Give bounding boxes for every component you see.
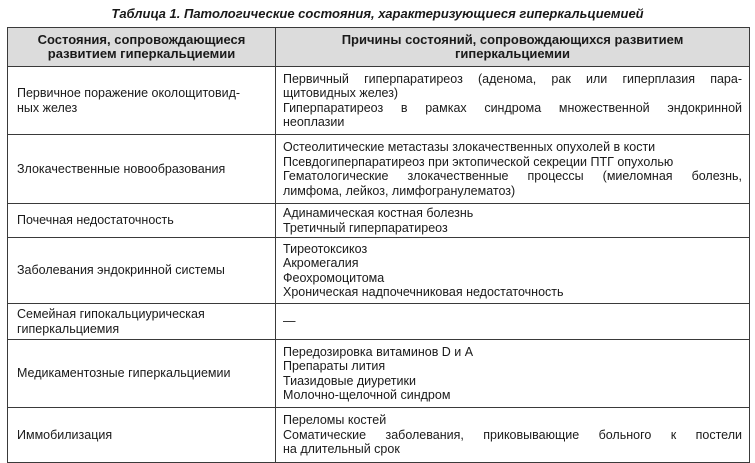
cause-line: Тиреотоксикоз: [283, 241, 368, 256]
cause-line: Третичный гиперпаратиреоз: [283, 220, 448, 235]
table-row: [8, 67, 750, 135]
header-conditions-line: развитием гиперкальциемии: [47, 46, 236, 61]
table-row: [8, 204, 750, 238]
table-row: [8, 408, 750, 463]
condition-line: Заболевания эндокринной системы: [17, 263, 225, 278]
cause-line: неоплазии: [283, 115, 345, 129]
condition-line: гиперкальциемия: [17, 321, 120, 336]
cause-line: Первичный гиперпаратиреоз (аденома, рак или гиперплазия пара-: [283, 71, 742, 86]
cause-line: —: [283, 314, 296, 329]
condition-line: Иммобилизация: [17, 427, 113, 442]
cause-line: Остеолитические метастазы злокачественных опухолей в кости: [283, 140, 656, 154]
condition-cell: [8, 204, 276, 238]
table-row: [8, 238, 750, 304]
cause-line: Гематологические злокачественные процессы (миеломная болезнь,: [283, 169, 742, 183]
condition-cell: [8, 67, 276, 135]
causes-cell: [276, 135, 750, 204]
header-causes: [276, 28, 750, 67]
cause-line: Молочно-щелочной синдром: [283, 388, 451, 402]
table-header-row: [8, 28, 750, 67]
cause-line: лимфома, лейкоз, лимфогранулематоз): [283, 183, 516, 198]
cause-line: Адинамическая костная болезнь: [283, 206, 474, 220]
cause-line: Препараты лития: [283, 359, 386, 373]
cause-line: на длительный срок: [283, 442, 400, 457]
condition-line: Первичное поражение околощитовид-: [17, 86, 241, 100]
causes-cell: [276, 238, 750, 304]
causes-cell: [276, 204, 750, 238]
cause-line: Соматические заболевания, приковывающие больного к постели: [283, 427, 742, 442]
condition-cell: [8, 238, 276, 304]
causes-cell: [276, 408, 750, 463]
condition-cell: [8, 340, 276, 408]
header-causes-line: Причины состояний, сопровождающихся развитием: [341, 32, 684, 47]
condition-line: ных желез: [17, 100, 78, 115]
table-caption: Таблица 1. Патологические состояния, характеризующиеся гиперкальциемией: [111, 6, 644, 21]
table-row: [8, 340, 750, 408]
header-causes-line: гиперкальциемии: [454, 46, 571, 61]
condition-cell: [8, 408, 276, 463]
cause-line: Акромегалия: [283, 256, 359, 270]
cause-line: Гиперпаратиреоз в рамках синдрома множественной эндокринной: [283, 100, 742, 115]
cause-line: Тиазидовые диуретики: [283, 373, 416, 388]
table-row: [8, 135, 750, 204]
cause-line: Хроническая надпочечниковая недостаточность: [283, 285, 564, 299]
condition-line: Медикаментозные гиперкальциемии: [17, 366, 231, 381]
condition-cell: [8, 304, 276, 340]
causes-cell: [276, 340, 750, 408]
hypercalcemia-table: [7, 27, 750, 463]
cause-line: щитовидных желез): [283, 86, 399, 100]
condition-cell: [8, 135, 276, 204]
table-row: [8, 304, 750, 340]
cause-line: Псевдогиперпаратиреоз при эктопической секреции ПТГ опухолью: [283, 154, 674, 169]
condition-line: Почечная недостаточность: [17, 213, 174, 228]
header-conditions-line: Состояния, сопровождающиеся: [37, 32, 246, 47]
condition-line: Злокачественные новообразования: [17, 161, 226, 176]
causes-cell: [276, 304, 750, 340]
header-conditions: [8, 28, 276, 67]
condition-line: Семейная гипокальциурическая: [17, 307, 205, 321]
causes-cell: [276, 67, 750, 135]
cause-line: Переломы костей: [283, 413, 387, 428]
cause-line: Передозировка витаминов D и A: [283, 344, 474, 359]
cause-line: Феохромоцитома: [283, 270, 385, 285]
